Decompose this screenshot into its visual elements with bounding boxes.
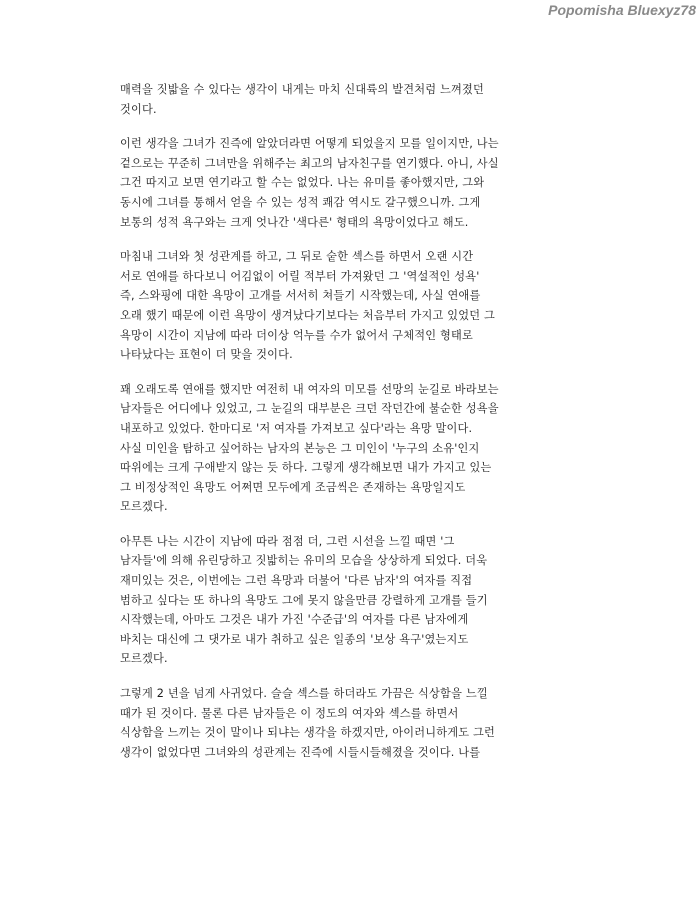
text-line: 즉, 스와핑에 대한 욕망이 고개를 서서히 쳐들기 시작했는데, 사실 연애를 <box>120 289 481 303</box>
text-line: 재미있는 것은, 이번에는 그런 욕망과 더불어 '다른 남자'의 여자를 직접 <box>120 574 473 588</box>
text-line: 그건 따지고 보면 연기라고 할 수는 없었다. 나는 유미를 좋아했지만, 그와 <box>120 176 485 190</box>
text-line: 매력을 짓밟을 수 있다는 생각이 내게는 마치 신대륙의 발견처럼 느껴졌던 <box>120 83 485 96</box>
text-line: 내포하고 있었다. 한마디로 '저 여자를 가져보고 싶다'라는 욕망 말이다. <box>120 421 473 435</box>
paragraph-4 <box>120 380 580 517</box>
text-line: 식상함을 느끼는 것이 말이나 되냐는 생각을 하겠지만, 아이러니하게도 그런 <box>120 726 496 740</box>
text-line: 그 비정상적인 욕망도 어쩌면 모두에게 조금씩은 존재하는 욕망일지도 <box>120 480 466 494</box>
text-line: 생각이 없었다면 그녀와의 성관계는 진즉에 시들시들해졌을 것이다. 나를 <box>120 745 481 759</box>
text-line: 것이다. <box>120 102 157 116</box>
text-line: 보통의 성적 욕구와는 크게 엇나간 '색다른' 형태의 욕망이었다고 해도. <box>120 215 469 229</box>
text-line: 욕망이 시간이 지남에 따라 더이상 억누를 수가 없어서 구체적인 형태로 <box>120 328 474 342</box>
text-line: 오래 했기 때문에 이런 욕망이 생겨났다기보다는 처음부터 가지고 있었던 그 <box>120 308 496 322</box>
text-line: 꽤 오래도록 연애를 했지만 여전히 내 여자의 미모를 선망의 눈길로 바라보는 <box>120 382 499 396</box>
text-line: 따위에는 크게 구애받지 않는 듯 하다. 그렇게 생각해보면 내가 가지고 있는 <box>120 461 492 475</box>
text-line: 그렇게 2 년을 넘게 사귀었다. 슬슬 섹스를 하더라도 가끔은 식상함을 느낄 <box>120 687 488 701</box>
text-line: 남자들'에 의해 유린당하고 짓밟히는 유미의 모습을 상상하게 되었다. 더욱 <box>120 554 488 568</box>
text-line: 범하고 싶다는 또 하나의 욕망도 그에 못지 않을만큼 강렬하게 고개를 들기 <box>120 593 488 607</box>
document-page <box>120 80 580 777</box>
text-line: 동시에 그녀를 통해서 얻을 수 있는 성적 쾌감 역시도 갈구했으니까. 그게 <box>120 195 481 209</box>
paragraph-3 <box>120 247 580 365</box>
text-line: 때가 된 것이다. 물론 다른 남자들은 이 정도의 여자와 섹스를 하면서 <box>120 706 459 720</box>
paragraph-6 <box>120 684 580 762</box>
text-line: 남자들은 어디에나 있었고, 그 눈길의 대부분은 크던 작던간에 불순한 성욕을 <box>120 402 499 416</box>
paragraph-1 <box>120 80 580 119</box>
text-line: 사실 미인을 탐하고 싶어하는 남자의 본능은 그 미인이 '누구의 소유'인지 <box>120 441 480 455</box>
paragraph-2 <box>120 134 580 232</box>
text-line: 서로 연애를 하다보니 어김없이 어릴 적부터 가져왔던 그 '역설적인 성욕' <box>120 269 480 283</box>
watermark: Popomisha Bluexyz78 <box>548 2 696 18</box>
text-line: 이런 생각을 그녀가 진즉에 알았더라면 어떻게 되었을지 모를 일이지만, 나는 <box>120 137 499 151</box>
text-line: 모르겠다. <box>120 500 168 514</box>
text-line: 겉으로는 꾸준히 그녀만을 위해주는 최고의 남자친구를 연기했다. 아니, 사실 <box>120 156 499 170</box>
text-line: 마침내 그녀와 첫 성관계를 하고, 그 뒤로 숱한 섹스를 하면서 오랜 시간 <box>120 250 474 264</box>
paragraph-5 <box>120 532 580 669</box>
text-line: 모르겠다. <box>120 652 168 666</box>
text-line: 바치는 대신에 그 댓가로 내가 취하고 싶은 일종의 '보상 욕구'였는지도 <box>120 632 469 646</box>
text-line: 나타났다는 표현이 더 맞을 것이다. <box>120 348 293 362</box>
text-line: 시작했는데, 아마도 그것은 내가 가진 '수준급'의 여자를 다른 남자에게 <box>120 613 469 627</box>
text-line: 아무튼 나는 시간이 지남에 따라 점점 더, 그런 시선을 느낄 때면 '그 <box>120 534 455 548</box>
